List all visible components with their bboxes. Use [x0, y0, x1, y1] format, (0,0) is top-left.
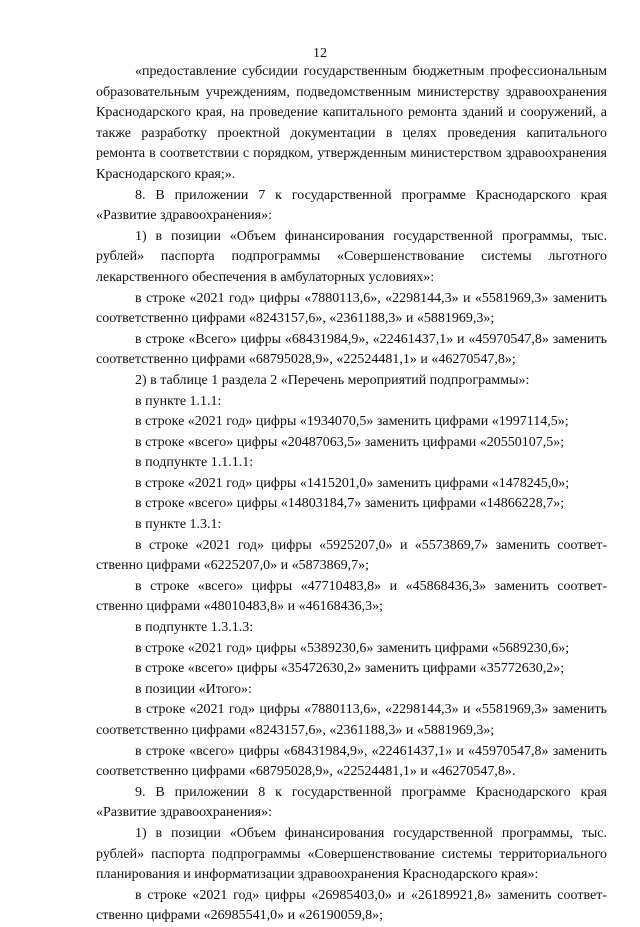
paragraph-item-9-1: 1) в позиции «Объем финансирования государственной программы, тыс. рублей» паспорта подпрограммы «Совершенствование системы территориального планирования и информатизации здравоохранения Краснодарского края»:	[96, 825, 607, 883]
document-body	[96, 62, 607, 927]
paragraph-total-row: в строке «всего» цифры «14803184,7» заменить цифрами «14866228,7»;	[135, 496, 565, 512]
paragraph-2021-row: в строке «2021 год» цифры «5925207,0» и «5573869,7» заменить соответственно цифрами «6225207,0» и «5873869,7»;	[96, 537, 607, 574]
paragraph-item-8: 8. В приложении 7 к государственной программе Краснодарского края «Развитие здравоохранения»:	[96, 187, 607, 224]
paragraph-2021-row: в строке «2021 год» цифры «7880113,6», «2298144,3» и «5581969,3» заменить соответственно цифрами «8243157,6», «2361188,3» и «5881969,3»;	[96, 702, 607, 738]
paragraph-subpoint-1-3-1-3: в подпункте 1.3.1.3:	[135, 620, 254, 636]
paragraph-2021-row: в строке «2021 год» цифры «1934070,5» заменить цифрами «1997114,5»;	[135, 414, 569, 430]
paragraph-2021-row: в строке «2021 год» цифры «5389230,6» заменить цифрами «5689230,6»;	[135, 640, 570, 656]
paragraph-point-1-3-1: в пункте 1.3.1:	[135, 517, 222, 533]
paragraph-total-row: в строке «всего» цифры «68431984,9», «22461437,1» и «45970547,8» заменить соответственно цифрами «68795028,9», «22524481,1» и «46270547,8».	[96, 743, 607, 780]
paragraph-total-row: в строке «всего» цифры «35472630,2» заменить цифрами «35772630,2»;	[135, 661, 565, 677]
paragraph-point-1-1-1: в пункте 1.1.1:	[135, 393, 222, 409]
paragraph-total-row: в строке «всего» цифры «47710483,8» и «45868436,3» заменить соответственно цифрами «48010483,8» и «46168436,3»;	[96, 578, 607, 615]
paragraph-item-8-2: 2) в таблице 1 раздела 2 «Перечень мероприятий подпрограммы»:	[135, 372, 530, 388]
page-number: 12	[313, 46, 327, 61]
paragraph-2021-row: в строке «2021 год» цифры «1415201,0» заменить цифрами «1478245,0»;	[135, 475, 570, 491]
paragraph-subsidy-quote: «предоставление субсидии государственным бюджетным профессиональным образовательным учреждениям, подведомственным министерству здравоохранения Краснодарского края, на проведение капитального ремонта зданий и сооружений, а также разработку проектной документации в целях проведения капитального ремонта в соответствии с порядком, утвержденным министерством здравоохранения Краснодарского края;».	[96, 64, 607, 182]
paragraph-subpoint-1-1-1-1: в подпункте 1.1.1.1:	[135, 455, 254, 471]
paragraph-item-9: 9. В приложении 8 к государственной программе Краснодарского края «Развитие здравоохранения»:	[96, 784, 607, 821]
paragraph-2021-row: в строке «2021 год» цифры «7880113,6», «2298144,3» и «5581969,3» заменить соответственно цифрами «8243157,6», «2361188,3» и «5881969,3»;	[96, 290, 607, 327]
paragraph-item-8-1: 1) в позиции «Объем финансирования государственной программы, тыс. рублей» паспорта подпрограммы «Совершенствование системы льготного лекарственного обеспечения в амбулаторных условиях»:	[96, 228, 607, 285]
paragraph-position-itogo: в позиции «Итого»:	[135, 681, 252, 697]
paragraph-total-row: в строке «Всего» цифры «68431984,9», «22461437,1» и «45970547,8» заменить соответственно цифрами «68795028,9», «22524481,1» и «46270547,8»;	[96, 331, 607, 368]
paragraph-total-row: в строке «всего» цифры «20487063,5» заменить цифрами «20550107,5»;	[135, 434, 565, 450]
paragraph-2021-row: в строке «2021 год» цифры «26985403,0» и «26189921,8» заменить соответственно цифрами «26985541,0» и «26190059,8»;	[96, 887, 607, 924]
